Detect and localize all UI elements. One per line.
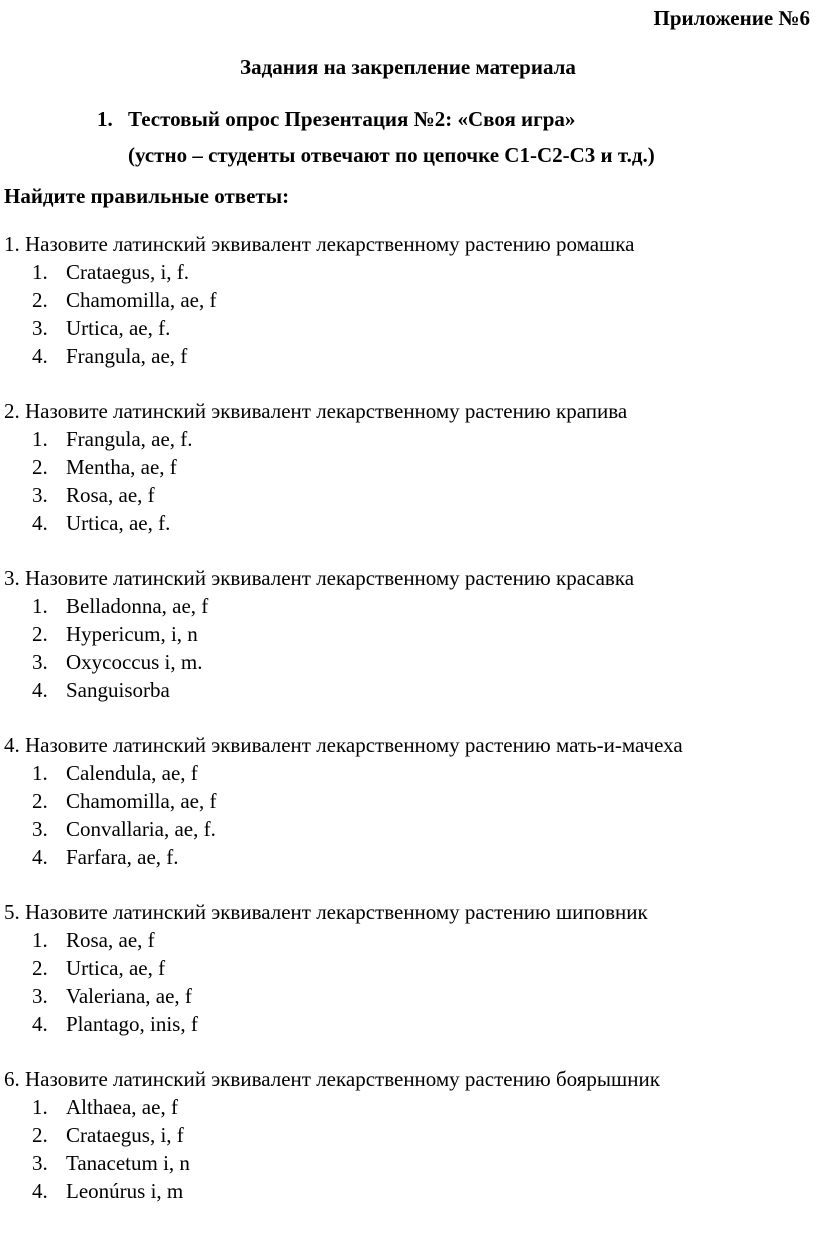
option-text: Tanacetum i, n: [66, 1151, 190, 1175]
option-number: 1.: [32, 427, 48, 451]
question-block: [4, 1065, 814, 1232]
answer-option: [4, 1121, 814, 1149]
option-text: Rosa, ae, f: [66, 928, 155, 952]
answer-option: [4, 453, 814, 481]
answer-option: [4, 982, 814, 1010]
option-number: 1.: [32, 761, 48, 785]
answer-options: [4, 1093, 814, 1205]
option-number: 3.: [32, 650, 48, 674]
page-title: Задания на закрепление материала: [240, 55, 576, 79]
instruction-text: Найдите правильные ответы:: [4, 184, 290, 208]
option-number: 2.: [32, 622, 48, 646]
option-text: Mentha, ae, f: [66, 455, 177, 479]
question-block: [4, 564, 814, 731]
option-text: Belladonna, ae, f: [66, 594, 209, 618]
question-block: [4, 898, 814, 1065]
option-number: 2.: [32, 1123, 48, 1147]
question-block: [4, 731, 814, 898]
option-text: Crataegus, i, f.: [66, 260, 190, 284]
answer-options: [4, 592, 814, 704]
answer-option: [4, 258, 814, 286]
task-heading: [97, 101, 655, 173]
answer-option: [4, 1177, 814, 1205]
answer-option: [4, 620, 814, 648]
answer-option: [4, 1010, 814, 1038]
question-text: 1. Назовите латинский эквивалент лекарственному растению ромашка: [4, 232, 635, 256]
question-block: [4, 230, 814, 397]
option-text: Chamomilla, ae, f: [66, 288, 217, 312]
option-text: Farfara, ae, f.: [66, 845, 179, 869]
option-number: 4.: [32, 1179, 48, 1203]
answer-option: [4, 1149, 814, 1177]
option-text: Crataegus, i, f: [66, 1123, 184, 1147]
answer-option: [4, 843, 814, 871]
option-text: Althaea, ae, f: [66, 1095, 178, 1119]
option-text: Chamomilla, ae, f: [66, 789, 217, 813]
answer-options: [4, 759, 814, 871]
answer-option: [4, 509, 814, 537]
answer-option: [4, 759, 814, 787]
answer-option: [4, 314, 814, 342]
answer-option: [4, 592, 814, 620]
answer-option: [4, 676, 814, 704]
option-number: 3.: [32, 1151, 48, 1175]
answer-option: [4, 425, 814, 453]
option-text: Rosa, ae, f: [66, 483, 155, 507]
task-number: 1.: [97, 107, 113, 131]
option-text: Calendula, ae, f: [66, 761, 198, 785]
option-number: 2.: [32, 956, 48, 980]
option-number: 4.: [32, 845, 48, 869]
option-text: Sanguisorba: [66, 678, 170, 702]
option-number: 4.: [32, 511, 48, 535]
option-number: 3.: [32, 483, 48, 507]
answer-option: [4, 926, 814, 954]
answer-option: [4, 648, 814, 676]
option-number: 3.: [32, 984, 48, 1008]
question-text: 5. Назовите латинский эквивалент лекарственному растению шиповник: [4, 900, 648, 924]
option-number: 3.: [32, 817, 48, 841]
option-number: 2.: [32, 288, 48, 312]
option-number: 2.: [32, 789, 48, 813]
answer-options: [4, 258, 814, 370]
option-number: 1.: [32, 260, 48, 284]
option-number: 1.: [32, 594, 48, 618]
option-text: Urtica, ae, f.: [66, 316, 171, 340]
option-number: 4.: [32, 1012, 48, 1036]
option-text: Frangula, ae, f.: [66, 427, 193, 451]
option-text: Urtica, ae, f: [66, 956, 166, 980]
answer-option: [4, 481, 814, 509]
option-text: Frangula, ae, f: [66, 344, 188, 368]
answer-option: [4, 342, 814, 370]
option-text: Plantago, inis, f: [66, 1012, 198, 1036]
option-text: Hypericum, i, n: [66, 622, 198, 646]
option-number: 3.: [32, 316, 48, 340]
task-note: (устно – студенты отвечают по цепочке С1-С2-С3 и т.д.): [128, 143, 655, 167]
appendix-label: Приложение №6: [653, 6, 810, 30]
answer-options: [4, 926, 814, 1038]
question-text: 2. Назовите латинский эквивалент лекарственному растению крапива: [4, 399, 628, 423]
task-title: Тестовый опрос Презентация №2: «Своя игра»: [128, 107, 576, 131]
question-block: [4, 397, 814, 564]
option-text: Leonúrus i, m: [66, 1179, 184, 1203]
option-text: Convallaria, ae, f.: [66, 817, 216, 841]
option-text: Oxycoccus i, m.: [66, 650, 203, 674]
question-text: 3. Назовите латинский эквивалент лекарственному растению красавка: [4, 566, 635, 590]
task-heading-line-1: [97, 101, 655, 137]
question-list: [4, 230, 814, 1232]
question-text: 6. Назовите латинский эквивалент лекарственному растению боярышник: [4, 1067, 660, 1091]
option-number: 2.: [32, 455, 48, 479]
option-number: 1.: [32, 928, 48, 952]
answer-option: [4, 954, 814, 982]
option-text: Valeriana, ae, f: [66, 984, 192, 1008]
option-text: Urtica, ae, f.: [66, 511, 171, 535]
option-number: 1.: [32, 1095, 48, 1119]
answer-option: [4, 286, 814, 314]
answer-option: [4, 815, 814, 843]
question-text: 4. Назовите латинский эквивалент лекарственному растению мать-и-мачеха: [4, 733, 683, 757]
answer-option: [4, 787, 814, 815]
answer-option: [4, 1093, 814, 1121]
answer-options: [4, 425, 814, 537]
option-number: 4.: [32, 678, 48, 702]
option-number: 4.: [32, 344, 48, 368]
